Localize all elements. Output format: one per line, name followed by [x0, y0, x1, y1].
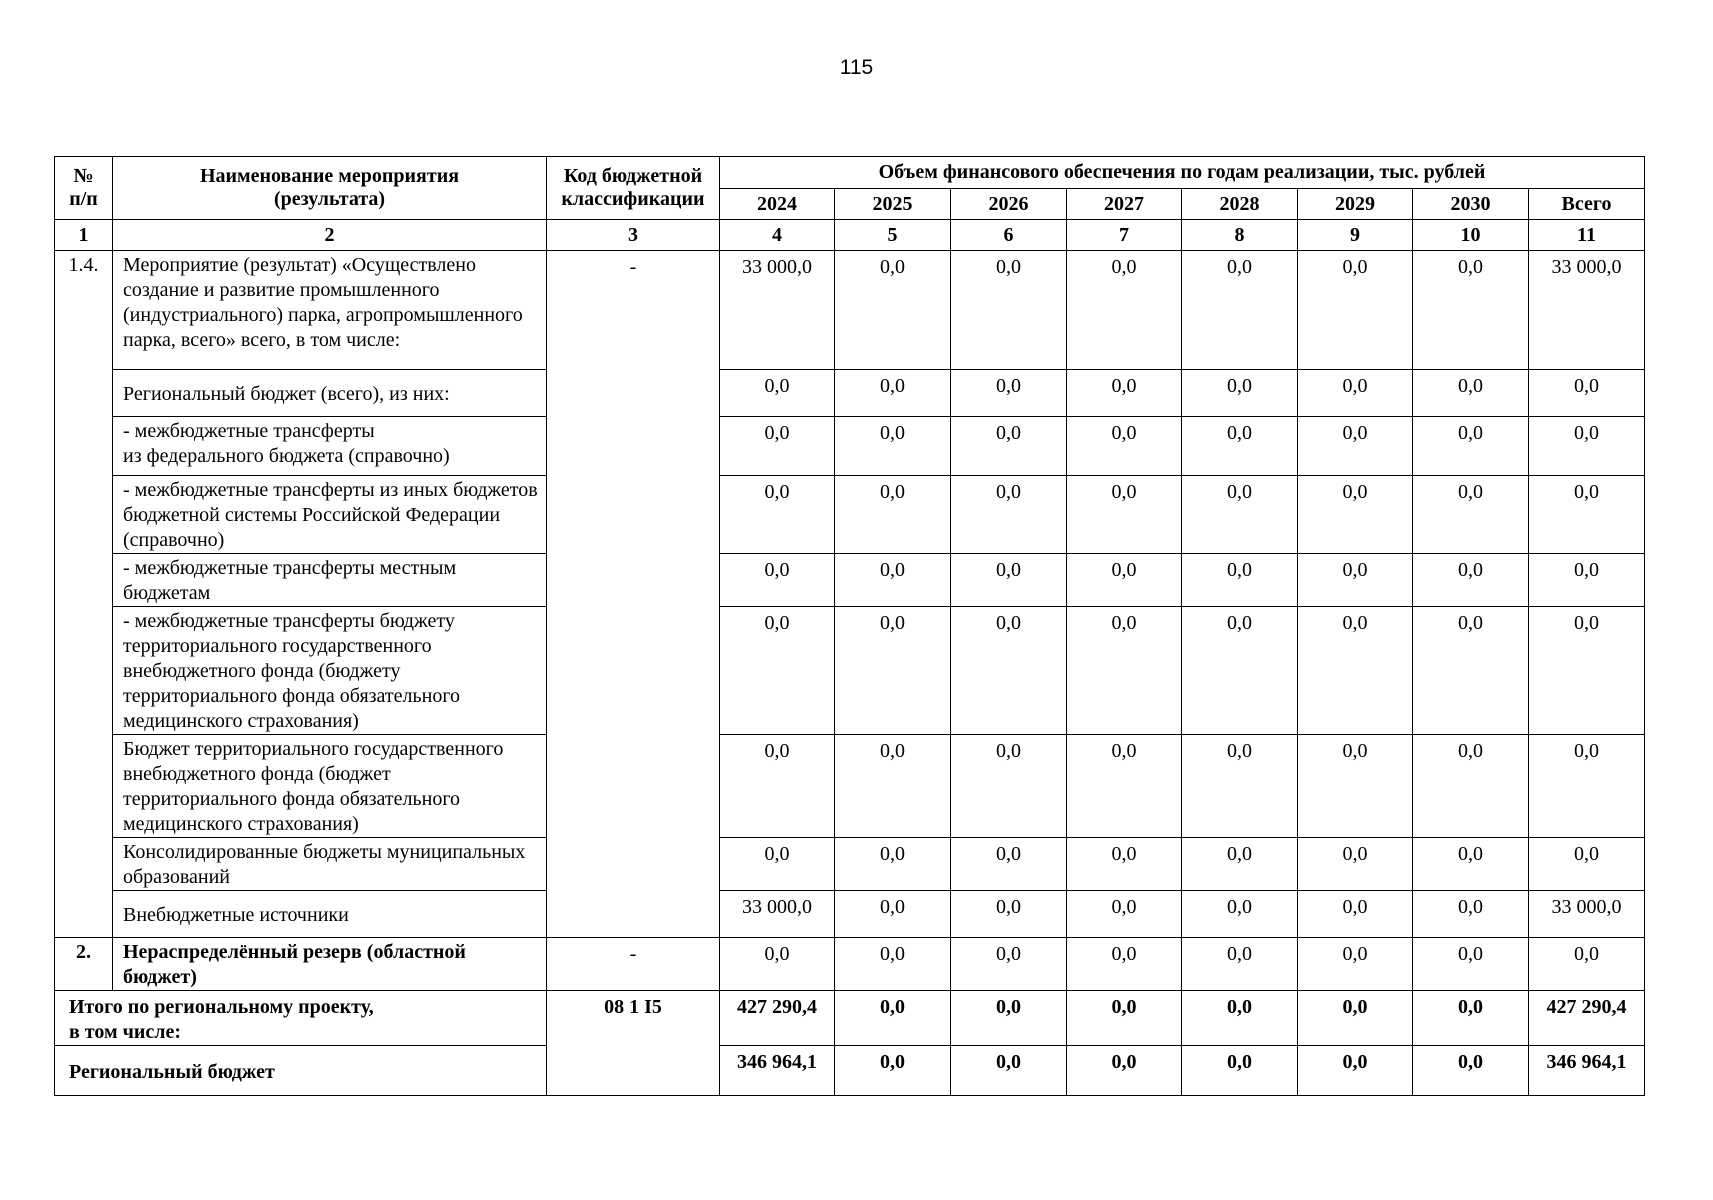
value-cell: 0,0 [1182, 370, 1298, 417]
column-number: 8 [1182, 220, 1298, 251]
total-row [55, 991, 1645, 1046]
value-cell: 0,0 [720, 417, 835, 476]
total-value-cell: 0,0 [835, 991, 951, 1046]
row-name: Консолидированные бюджеты муниципальных образований [113, 838, 547, 891]
value-cell: 0,0 [1298, 735, 1413, 838]
value-cell: 0,0 [720, 370, 835, 417]
header-year: Всего [1529, 189, 1645, 220]
value-cell: 0,0 [1298, 476, 1413, 554]
total-budget-code: 08 1 I5 [547, 991, 720, 1096]
value-cell: 0,0 [720, 735, 835, 838]
value-cell: 0,0 [1298, 891, 1413, 938]
value-cell: 0,0 [1067, 938, 1182, 991]
value-cell: 0,0 [1182, 554, 1298, 607]
column-number: 3 [547, 220, 720, 251]
value-cell: 0,0 [951, 891, 1067, 938]
table-row [55, 251, 1645, 370]
value-cell: 0,0 [1067, 417, 1182, 476]
regional-label: Региональный бюджет [55, 1046, 547, 1096]
value-cell: 0,0 [1182, 607, 1298, 735]
row-number: 2. [55, 938, 113, 991]
value-cell: 0,0 [1182, 251, 1298, 370]
reserve-row [55, 938, 1645, 991]
total-value-cell: 0,0 [1067, 991, 1182, 1046]
total-value-cell: 0,0 [1298, 991, 1413, 1046]
value-cell: 0,0 [1529, 938, 1645, 991]
value-cell: 0,0 [835, 735, 951, 838]
column-number: 4 [720, 220, 835, 251]
total-value-cell: 0,0 [1413, 991, 1529, 1046]
row-name: - межбюджетные трансферты местным бюджетам [113, 554, 547, 607]
value-cell: 0,0 [1298, 417, 1413, 476]
total-value-cell: 0,0 [1182, 991, 1298, 1046]
value-cell: 0,0 [1413, 251, 1529, 370]
value-cell: 0,0 [1529, 735, 1645, 838]
value-cell: 0,0 [1298, 251, 1413, 370]
value-cell: 0,0 [835, 607, 951, 735]
header-volume: Объем финансового обеспечения по годам реализации, тыс. рублей [720, 157, 1645, 189]
value-cell: 0,0 [951, 938, 1067, 991]
value-cell: 0,0 [1529, 554, 1645, 607]
total-value-cell: 427 290,4 [720, 991, 835, 1046]
value-cell: 0,0 [1298, 938, 1413, 991]
regional-value-cell: 0,0 [1298, 1046, 1413, 1096]
value-cell: 0,0 [1529, 370, 1645, 417]
header-year: 2028 [1182, 189, 1298, 220]
value-cell: 0,0 [951, 554, 1067, 607]
value-cell: 0,0 [1067, 607, 1182, 735]
row-name: Бюджет территориального государственного внебюджетного фонда (бюджет территориального фонда обязательного медицинского страхования) [113, 735, 547, 838]
value-cell: 0,0 [951, 735, 1067, 838]
row-name: - межбюджетные трансферты из федерального бюджета (справочно) [113, 417, 547, 476]
value-cell: 0,0 [1298, 838, 1413, 891]
row-name: Мероприятие (результат) «Осуществлено создание и развитие промышленного (индустриального) парка, агропромышленного парка, всего» всего, в том числе: [113, 251, 547, 370]
value-cell: 0,0 [1413, 607, 1529, 735]
header-year: 2029 [1298, 189, 1413, 220]
table-row [55, 735, 1645, 838]
row-number: 1.4. [55, 251, 113, 938]
value-cell: 0,0 [1413, 938, 1529, 991]
header-name: Наименование мероприятия (результата) [113, 157, 547, 220]
value-cell: 0,0 [1067, 891, 1182, 938]
value-cell: 0,0 [720, 607, 835, 735]
value-cell: 0,0 [1182, 891, 1298, 938]
row-name: Нераспределённый резерв (областной бюджет) [113, 938, 547, 991]
value-cell: 0,0 [720, 938, 835, 991]
regional-value-cell: 0,0 [1182, 1046, 1298, 1096]
table-row [55, 417, 1645, 476]
column-number: 7 [1067, 220, 1182, 251]
header-year: 2025 [835, 189, 951, 220]
value-cell: 0,0 [1067, 838, 1182, 891]
value-cell: 0,0 [720, 476, 835, 554]
value-cell: 0,0 [951, 370, 1067, 417]
row-name: - межбюджетные трансферты из иных бюджетов бюджетной системы Российской Федерации (справочно) [113, 476, 547, 554]
value-cell: 0,0 [1413, 554, 1529, 607]
value-cell: 0,0 [1529, 838, 1645, 891]
column-number: 11 [1529, 220, 1645, 251]
budget-code: - [547, 938, 720, 991]
value-cell: 0,0 [1413, 370, 1529, 417]
row-name: Региональный бюджет (всего), из них: [113, 370, 547, 417]
column-number: 5 [835, 220, 951, 251]
regional-value-cell: 346 964,1 [1529, 1046, 1645, 1096]
table-row [55, 554, 1645, 607]
total-value-cell: 427 290,4 [1529, 991, 1645, 1046]
value-cell: 0,0 [835, 891, 951, 938]
budget-code: - [547, 251, 720, 938]
regional-value-cell: 0,0 [951, 1046, 1067, 1096]
value-cell: 0,0 [1067, 370, 1182, 417]
header-code: Код бюджетной классификации [547, 157, 720, 220]
row-name: - межбюджетные трансферты бюджету территориального государственного внебюджетного фонда (бюджету территориального фонда обязательного медицинского страхования) [113, 607, 547, 735]
table-row [55, 891, 1645, 938]
column-number: 6 [951, 220, 1067, 251]
header-num: № п/п [55, 157, 113, 220]
regional-value-cell: 0,0 [1413, 1046, 1529, 1096]
table-row [55, 607, 1645, 735]
value-cell: 33 000,0 [1529, 891, 1645, 938]
value-cell: 0,0 [1182, 938, 1298, 991]
column-number: 9 [1298, 220, 1413, 251]
value-cell: 0,0 [1067, 554, 1182, 607]
value-cell: 0,0 [1413, 891, 1529, 938]
row-name: Внебюджетные источники [113, 891, 547, 938]
value-cell: 0,0 [1067, 251, 1182, 370]
value-cell: 0,0 [1298, 607, 1413, 735]
value-cell: 0,0 [1529, 607, 1645, 735]
value-cell: 0,0 [1067, 476, 1182, 554]
value-cell: 0,0 [835, 370, 951, 417]
value-cell: 0,0 [1529, 476, 1645, 554]
value-cell: 0,0 [951, 838, 1067, 891]
value-cell: 0,0 [1182, 735, 1298, 838]
regional-total-row [55, 1046, 1645, 1096]
value-cell: 0,0 [720, 554, 835, 607]
column-number: 1 [55, 220, 113, 251]
value-cell: 0,0 [1067, 735, 1182, 838]
value-cell: 0,0 [1413, 735, 1529, 838]
value-cell: 0,0 [835, 417, 951, 476]
value-cell: 0,0 [720, 838, 835, 891]
value-cell: 0,0 [1182, 476, 1298, 554]
value-cell: 33 000,0 [720, 251, 835, 370]
value-cell: 0,0 [1413, 417, 1529, 476]
value-cell: 0,0 [1413, 838, 1529, 891]
regional-value-cell: 0,0 [835, 1046, 951, 1096]
total-label: Итого по региональному проекту, в том числе: [55, 991, 547, 1046]
value-cell: 0,0 [1182, 838, 1298, 891]
header-year: 2027 [1067, 189, 1182, 220]
regional-value-cell: 0,0 [1067, 1046, 1182, 1096]
header-year: 2026 [951, 189, 1067, 220]
value-cell: 0,0 [835, 251, 951, 370]
regional-value-cell: 346 964,1 [720, 1046, 835, 1096]
table-row [55, 476, 1645, 554]
value-cell: 0,0 [835, 938, 951, 991]
value-cell: 0,0 [1529, 417, 1645, 476]
column-number: 2 [113, 220, 547, 251]
value-cell: 0,0 [951, 476, 1067, 554]
total-value-cell: 0,0 [951, 991, 1067, 1046]
budget-table [54, 156, 1645, 1096]
column-number: 10 [1413, 220, 1529, 251]
header-year: 2024 [720, 189, 835, 220]
value-cell: 0,0 [835, 476, 951, 554]
value-cell: 0,0 [1298, 370, 1413, 417]
value-cell: 0,0 [1182, 417, 1298, 476]
value-cell: 0,0 [835, 838, 951, 891]
table-row [55, 370, 1645, 417]
value-cell: 0,0 [1298, 554, 1413, 607]
value-cell: 33 000,0 [1529, 251, 1645, 370]
value-cell: 0,0 [1413, 476, 1529, 554]
value-cell: 33 000,0 [720, 891, 835, 938]
value-cell: 0,0 [951, 607, 1067, 735]
header-year: 2030 [1413, 189, 1529, 220]
page-number: 115 [839, 56, 874, 79]
table-row [55, 838, 1645, 891]
value-cell: 0,0 [951, 417, 1067, 476]
value-cell: 0,0 [835, 554, 951, 607]
value-cell: 0,0 [951, 251, 1067, 370]
